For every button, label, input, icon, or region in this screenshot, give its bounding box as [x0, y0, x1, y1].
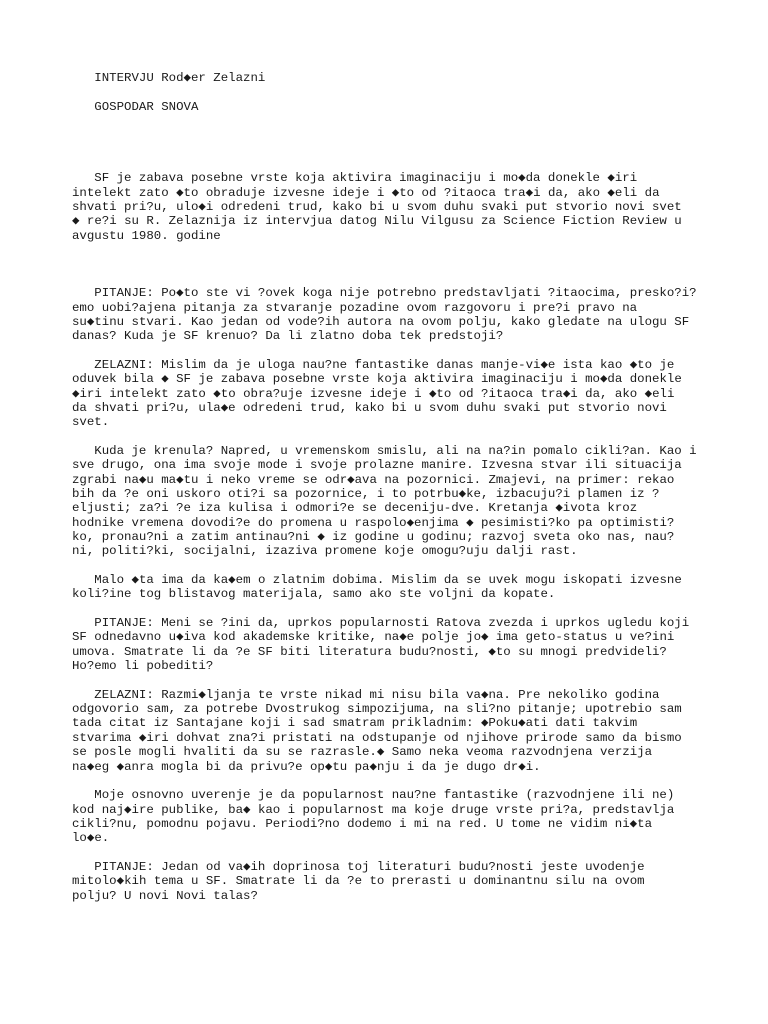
- text-line: eljusti; za?i ?e iza kulisa i odmori?e se deceniju-dve. Kretanja ◆ivota kroz: [72, 501, 638, 516]
- text-line: [72, 114, 712, 128]
- text-line: [72, 903, 712, 917]
- text-line: [72, 846, 712, 860]
- text-line: mitolo◆kih tema u SF. Smatrate li da ?e to prerasti u dominantnu silu na ovom: [72, 874, 645, 889]
- text-line: [72, 272, 712, 286]
- text-line: polju? U novi Novi talas?: [72, 888, 258, 903]
- text-line: [72, 128, 712, 142]
- text-line: tada citat iz Santajane koji i sad smatram prikladnim: ◆Poku◆ati dati takvim: [72, 716, 638, 731]
- text-line: [72, 559, 712, 573]
- text-line: INTERVJU Rod◆er Zelazni: [72, 71, 266, 85]
- text-line: ko, pronau?ni a zatim antinau?ni ◆ iz godine u godinu; razvoj sveta oko nas, nau?: [72, 530, 675, 544]
- text-line: [72, 85, 712, 99]
- text-line: umova. Smatrate li da ?e SF biti literatura budu?nosti, ◆to su mnogi predvideli?: [72, 644, 667, 659]
- text-line: SF je zabava posebne vrste koja aktivira imaginaciju i mo◆da donekle ◆iri: [72, 171, 638, 186]
- text-line: shvati pri?u, ulo◆i odredeni trud, kako bi u svom duhu svaki put stvorio novi svet: [72, 200, 682, 215]
- text-line: SF odnedavno u◆iva kod akademske kritike, na◆e polje jo◆ ima geto-status u ve?ini: [72, 630, 675, 645]
- text-line: stvarima ◆iri dohvat zna?i pristati na odstupanje od njihove prirode samo da bismo: [72, 730, 682, 745]
- text-line: [72, 143, 712, 157]
- text-line: ◆ re?i su R. Zelaznija iz intervjua datog Nilu Vilgusu za Science Fiction Review u: [72, 214, 682, 229]
- text-line: kod naj◆ire publike, ba◆ kao i popularnost ma koje druge vrste pri?a, predstavlja: [72, 802, 675, 817]
- text-line: Malo ◆ta ima da ka◆em o zlatnim dobima. Mislim da se uvek mogu iskopati izvesne: [72, 573, 682, 588]
- text-line: GOSPODAR SNOVA: [72, 99, 199, 114]
- text-line: se posle mogli hvaliti da su se razrasle.◆ Samo neka veoma razvodnjena verzija: [72, 745, 653, 760]
- text-line: [72, 243, 712, 257]
- text-line: PITANJE: Meni se ?ini da, uprkos popularnosti Ratova zvezda i uprkos ugledu koji: [72, 616, 690, 631]
- text-line: da shvati pri?u, ula◆e odredeni trud, kako bi u svom duhu svaki put stvorio novi: [72, 400, 667, 415]
- text-line: [72, 602, 712, 616]
- text-line: [72, 157, 712, 171]
- text-line: su◆tinu stvari. Kao jedan od vode?ih autora na ovom polju, kako gledate na ulogu SF: [72, 314, 690, 329]
- text-line: avgustu 1980. godine: [72, 228, 221, 243]
- text-line: [72, 430, 712, 444]
- text-line: intelekt zato ◆to obraduje izvesne ideje i ◆to od ?itaoca tra◆i da, ako ◆eli da: [72, 185, 660, 200]
- text-line: ZELAZNI: Razmi◆ljanja te vrste nikad mi nisu bila va◆na. Pre nekoliko godina: [72, 687, 660, 702]
- text-line: na◆eg ◆anra mogla bi da privu?e op◆tu pa◆nju i da je dugo dr◆i.: [72, 759, 541, 774]
- text-line: cikli?nu, pomodnu pojavu. Periodi?no dodemo i mi na red. U tome ne vidim ni◆ta: [72, 816, 653, 831]
- text-line: [72, 673, 712, 687]
- text-line: lo◆e.: [72, 831, 110, 846]
- text-line: emo uobi?ajena pitanja za stvaranje pozadine ovom razgovoru i pre?i pravo na: [72, 300, 638, 315]
- text-line: ◆iri intelekt zato ◆to obra?uje izvesne ideje i ◆to od ?itaoca tra◆i da, ako ◆eli: [72, 386, 675, 401]
- text-line: oduvek bila ◆ SF je zabava posebne vrste koja aktivira imaginaciju i mo◆da donekle: [72, 372, 682, 387]
- text-line: odgovorio sam, za potrebe Dvostrukog simpozijuma, na sli?no pitanje; upotrebio sam: [72, 702, 682, 717]
- text-line: ZELAZNI: Mislim da je uloga nau?ne fantastike danas manje-vi◆e ista kao ◆to je: [72, 357, 675, 372]
- text-line: Ho?emo li pobediti?: [72, 659, 214, 674]
- text-line: Moje osnovno uverenje je da popularnost nau?ne fantastike (razvodnjene ili ne): [72, 788, 675, 803]
- text-line: PITANJE: Jedan od va◆ih doprinosa toj literaturi budu?nosti jeste uvodenje: [72, 859, 645, 874]
- text-line: sve drugo, ona ima svoje mode i svoje prolazne manire. Izvesna stvar ili situacija: [72, 458, 682, 473]
- text-line: [72, 774, 712, 788]
- text-line: hodnike vremena dovodi?e do promena u raspolo◆enjima ◆ pesimisti?ko pa optimisti?: [72, 515, 675, 530]
- text-line: PITANJE: Po◆to ste vi ?ovek koga nije potrebno predstavljati ?itaocima, presko?i?: [72, 286, 697, 301]
- text-line: ni, politi?ki, socijalni, izaziva promene koje omogu?uju dalji rast.: [72, 544, 578, 559]
- text-line: danas? Kuda je SF krenuo? Da li zlatno doba tek predstoji?: [72, 329, 504, 344]
- text-line: zgrabi na◆u ma◆tu i neko vreme se odr◆ava na pozornici. Zmajevi, na primer: rekao: [72, 472, 675, 487]
- text-line: [72, 257, 712, 271]
- text-line: [72, 344, 712, 358]
- text-line: svet.: [72, 415, 110, 430]
- text-line: bih da ?e oni uskoro oti?i sa pozornice, i to potrbu◆ke, izbacuju?i plamen iz ?: [72, 486, 660, 501]
- document-page: [72, 71, 712, 917]
- text-line: koli?ine tog blistavog materijala, samo ako ste voljni da kopate.: [72, 587, 556, 602]
- text-line: Kuda je krenula? Napred, u vremenskom smislu, ali na na?in pomalo cikli?an. Kao i: [72, 443, 697, 458]
